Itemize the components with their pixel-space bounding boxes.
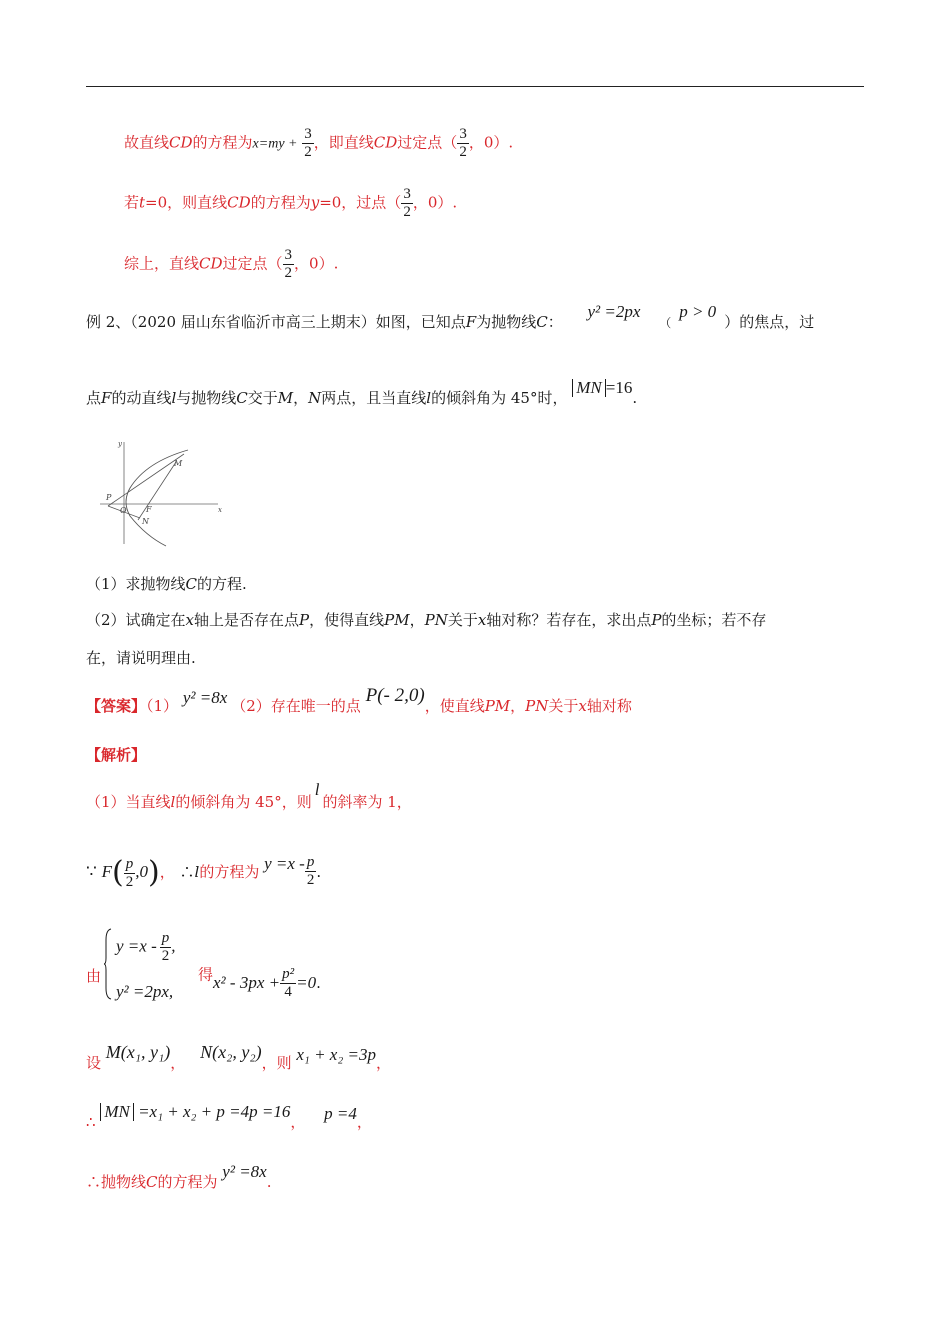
line-cd-equation: 故直线CD的方程为x=my + $\frac{3}{2}$ ，即直线CD过定点（ $\frac{3}{2}$ ，0）. bbox=[124, 126, 514, 160]
example-2-statement: 例 2、（2020 届山东省临沂市高三上期末）如图，已知点F为抛物线C： y² =2px （p > 0）的焦点，过 bbox=[86, 302, 815, 331]
question-1: （1）求抛物线C的方程. bbox=[86, 575, 247, 593]
system-brace bbox=[104, 928, 112, 1000]
question-2-cont: 在，请说明理由. bbox=[86, 649, 196, 667]
origin-label: O bbox=[120, 506, 127, 515]
system-you-label: 由 bbox=[86, 967, 102, 985]
point-n-label: N bbox=[142, 517, 149, 526]
solution-step-5: ∴ MN =x₁ + x₂ + p =4p =16， p =4， bbox=[86, 1102, 372, 1131]
point-f-label: F bbox=[146, 505, 152, 514]
system-row-1: y =x - $\frac{p}{2}$ , bbox=[116, 930, 176, 964]
line-t-zero-case: 若t=0，则直线CD的方程为y=0，过点（ $\frac{3}{2}$ ，0）. bbox=[124, 186, 458, 220]
line-conclusion: 综上，直线CD过定点（ $\frac{3}{2}$ ，0）. bbox=[124, 247, 339, 281]
x-axis-label: x bbox=[218, 506, 222, 514]
solution-step-1: （1）当直线l的倾斜角为 45°，则l的斜率为 1， bbox=[86, 780, 412, 811]
system-result: 得x² - 3px + $\frac{\text{p²}}{4}$ =0. bbox=[198, 965, 321, 1000]
system-row-2: y² =2px, bbox=[116, 982, 174, 1001]
solution-step-2: ∵ F( $\frac{p}{2}$ ,0)， ∴l的方程为 y =x - $\frac{p}{2}$ . bbox=[86, 853, 322, 890]
solution-step-6: ∴抛物线C的方程为 y² =8x. bbox=[86, 1162, 272, 1191]
parabola-figure bbox=[96, 436, 226, 548]
y-axis-label: y bbox=[118, 440, 122, 448]
point-p-label: P bbox=[106, 493, 112, 502]
analysis-label: 【解析】 bbox=[86, 746, 147, 764]
answer-line: 【答案】（1） y² =8x （2）存在唯一的点 P(- 2,0)，使直线PM，PN关于x轴对称 bbox=[86, 685, 632, 715]
solution-step-4: 设 M(x₁, y₁)， N(x₂, y₂)，则 x₁ + x₂ =3p， bbox=[86, 1042, 391, 1072]
example-2-statement-cont: 点F的动直线l与抛物线C交于M，N两点，且当直线l的倾斜角为 45°时， MN =16. bbox=[86, 378, 638, 407]
question-2: （2）试确定在x轴上是否存在点P，使得直线PM，PN关于x轴对称？若存在，求出点P的坐标；若不存 bbox=[86, 611, 767, 629]
header-rule bbox=[86, 86, 864, 87]
point-m-label: M bbox=[174, 459, 183, 468]
